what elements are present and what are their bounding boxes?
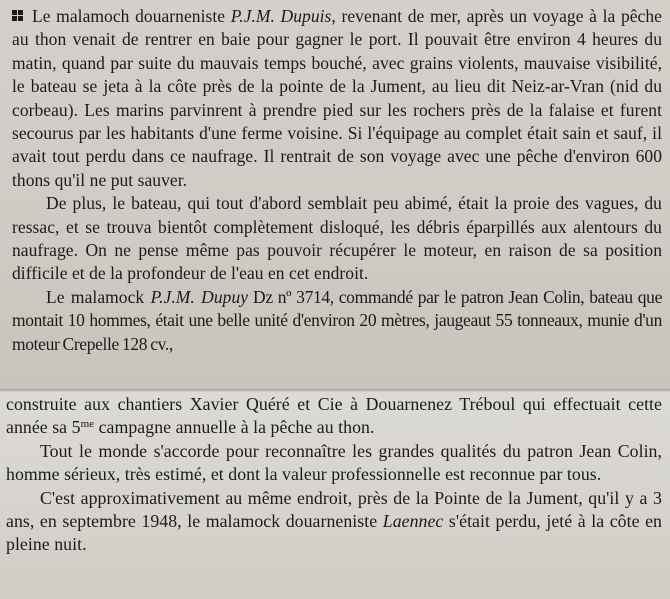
paragraph-3 — [12, 286, 662, 356]
paragraph-3-continued — [6, 393, 662, 440]
ordinal-suffix: me — [80, 418, 95, 431]
paragraph-1-rest: , revenant de mer, après un voyage à la pêche au thon venait de rentrer en baie pour gagner le port. Il pouvait être environ 4 heures du matin, quand par suite du mauvais temps bouché, avec grains violents, mauvaise visibilité, le bateau se jeta à la côte près de la pointe de la Jument, au lieu dit Neiz-ar-Vran (nid du corbeau). Les marins parvinrent à prendre pied sur les rochers près de la falaise et furent secourus par les habitants d'une ferme voisine. Si l'équipage au complet était sain et sauf, il avait tout perdu dans ce naufrage. Il rentrait de son voyage avec une pêche d'environ 600 thons qu'il ne put sauver. — [12, 6, 662, 190]
paragraph-3-start: Le malamock — [46, 286, 151, 307]
boat-name: P.J.M. Dupuis — [230, 6, 332, 26]
paragraph-3-continued-start: construite aux chantiers Xavier Quéré et Cie à Douarnenez Tréboul qui effectuait cette année sa 5 — [6, 394, 662, 438]
paragraph-3-rest: Dz nº 3714, commandé par le patron Jean Colin, bateau que montait 10 hommes, était une belle unité d'environ 20 mètres, jaugeaut 55 tonneaux, munie d'un moteur Crepelle 128 cv., — [12, 286, 662, 354]
paragraph-1-start: Le malamoch douarneniste — [32, 6, 231, 26]
paragraph-5 — [6, 487, 662, 557]
paragraph-3-continued-rest: campagne annuelle à la pêche au thon. — [94, 417, 375, 438]
boat-name: Laennec — [382, 511, 444, 532]
clipping-bottom-section — [0, 392, 670, 599]
paragraph-1 — [12, 5, 662, 192]
paragraph-5-rest: s'était perdu, jeté à la côte en pleine nuit. — [6, 511, 662, 555]
square-bullet-icon — [12, 10, 24, 22]
paragraph-2: De plus, le bateau, qui tout d'abord semblait peu abimé, était la proie des vagues, du ressac, et se trouva bientôt complètement disloqué, les débris éparpillés aux alentours du naufrage. On ne pense même pas pouvoir récupérer le moteur, en raison de sa position difficile et de la profondeur de l'eau en cet endroit. — [12, 193, 662, 284]
paragraph-4: Tout le monde s'accorde pour reconnaître les grandes qualités du patron Jean Colin, homme sérieux, très estimé, et dont la valeur professionnelle est reconnue par tous. — [6, 440, 662, 485]
boat-name: P.J.M. Dupuy — [150, 286, 249, 307]
paragraph-5-start: C'est approximativement au même endroit, près de la Pointe de la Jument, qu'il y a 3 ans, en septembre 1948, le malamock douarneniste — [6, 487, 662, 532]
